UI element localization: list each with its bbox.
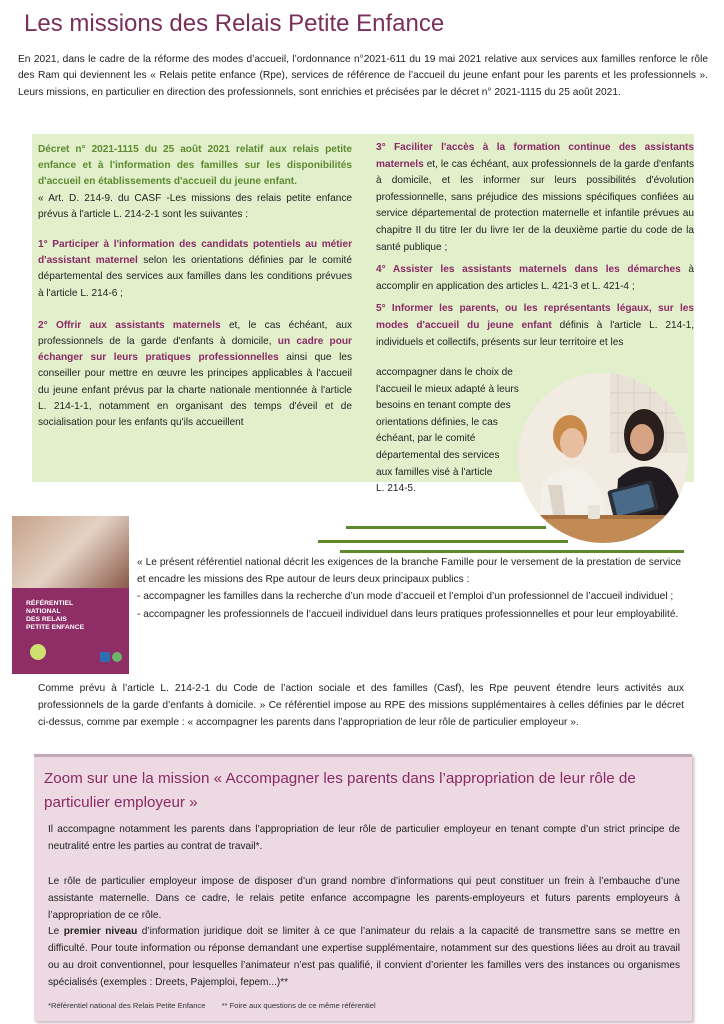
footnote-1: *Référentiel national des Relais Petite Enfance: [48, 1001, 206, 1010]
mission-1: 1° Participer à l'information des candidats potentiels au métier d'assistant maternel selon les orientations définies par le comité départemental des services aux familles dans les conditions prévues à l'article L. 214-6 ;: [38, 239, 352, 299]
decree-title: Décret n° 2021-1115 du 25 août 2021 relatif aux relais petite enfance et à l'information des familles sur les disponibilités d'accueil en établissements d'accueil du jeune enfant. « Art. D. 214-9. du CASF -Les missions des relais petite enfance prévus à l'article L. 214-2-1 sont les suivantes :: [38, 144, 352, 220]
partner-logo-icon: [112, 652, 122, 662]
cover-title: RÉFÉRENTIEL NATIONAL DES RELAIS PETITE ENFANCE: [26, 600, 85, 631]
meeting-illustration: [518, 373, 688, 543]
footnote-2: ** Foire aux questions de ce même référentiel: [221, 1001, 376, 1010]
zoom-box: [34, 754, 692, 1021]
mission-2: 2° Offrir aux assistants maternels et, le cas échéant, aux professionnels de la garde d'enfants à domicile, un cadre pour échanger sur leurs pratiques professionnelles ainsi que les conseiller pour mettre en œuvre les principes applicables à l'accueil du jeune enfant prévus par la charte nationale mentionnée à l'article L. 214-1-1, notamment en organisant des temps d'éveil et de socialisation pour les enfants qu'ils accueillent: [38, 319, 353, 429]
mission-5: 5° Informer les parents, ou les représentants légaux, sur les modes d'accueil du jeune enfant définis à l'article L. 214-1, individuels et collectifs, présents sur leur territoire et les: [376, 303, 694, 348]
decree-intro: « Art. D. 214-9. du CASF -Les missions des relais petite enfance prévus à l'article L. 214-2-1 sont les suivantes :: [38, 192, 352, 220]
decree-right-column: [376, 140, 694, 351]
zoom-paragraph-3: Le premier niveau d’information juridique doit se limiter à ce que l’animateur du relais a la capacité de transmettre sans se mettre en difficulté. Pour toute information ou réponse demandant une expertise supplémentaire, notamment sur des questions liées au droit au travail ou au droit conventionnel, pour lesquelles l’animateur n’est pas qualifié, il convient d’orienter les familles vers des instances ou organismes spécialisés (exemples : Dreets, Pajemploi, fepem...)**: [48, 926, 680, 988]
zoom-paragraph-2: Le rôle de particulier employeur impose de disposer d’un grand nombre d’informations qui peut constituer un frein à l’embauche d’une assistante maternelle. Dans ce cadre, le relais petite enfance accompagne les parents-employeurs et futurs parents employeurs à l’appropriation de ce rôle.: [48, 876, 680, 921]
divider-line: [318, 540, 568, 543]
zoom-paragraph-1: Il accompagne notamment les parents dans l’appropriation de leur rôle de particulier employeur en tenant compte d’un strict principe de neutralité entre les parties au contrat de travail*.: [48, 824, 680, 852]
referentiel-quote: « Le présent référentiel national décrit les exigences de la branche Famille pour le versement de la prestation de service et encadre les missions des Rpe autour de leurs deux principaux publics : - accompagner les familles dans la recherche d’un mode d’accueil et l’emploi d’un professionnel de l’accueil individuel ; - accompagner les professionnels de l’accueil individuel dans leurs pratiques professionnelles et pour leur employabilité.: [137, 557, 681, 620]
divider-line: [340, 550, 684, 553]
casf-paragraph: Comme prévu à l’article L. 214-2-1 du Code de l’action sociale et des familles (Casf), les Rpe peuvent étendre leurs activités aux professionnels de la garde d’enfants à domicile. » Ce référentiel impose au RPE des missions supplémentaires à celles définies par le décret ci-dessus, comme par exemple : « accompagner les parents dans l’appropriation de leur rôle de particulier employeur ».: [38, 683, 684, 729]
mission-3: 3° Faciliter l'accès à la formation continue des assistants maternels et, le cas échéant, aux professionnels de la garde d'enfants à domicile, et les informer sur leurs possibilités d'évolution professionnelle, sans préjudice des missions spécifiques confiées au service départemental de protection maternelle et infantile prévues au chapitre II du titre Ier du livre Ier de la deuxième partie du code de la santé publique ;: [376, 142, 694, 253]
meeting-photo: [518, 373, 688, 543]
intro-paragraph: En 2021, dans le cadre de la réforme des modes d’accueil, l’ordonnance n°2021-611 du 19 mai 2021 relative aux services aux familles renforce le rôle des Ram qui deviennent les « Relais petite enfance (Rpe), services de référence de l’accueil du jeune enfant pour les parents et les professionnels ». Leurs missions, en particulier en direction des professionnels, sont enrichies et précisées par le décret n° 2021-1115 du 25 août 2021.: [18, 54, 708, 98]
cover-badge-icon: [30, 644, 46, 660]
mission-4: 4° Assister les assistants maternels dans les démarches à accomplir en application des articles L. 421-3 et L. 421-4 ;: [376, 264, 695, 292]
zoom-title: Zoom sur une la mission « Accompagner les parents dans l’appropriation de leur rôle de particulier employeur »: [44, 770, 636, 811]
page-title: Les missions des Relais Petite Enfance: [24, 10, 445, 37]
divider-line: [346, 526, 546, 529]
mission-5-wrap: accompagner dans le choix de l'accueil le mieux adapté à leurs besoins en tenant compte des orientations définies, le cas échéant, par le comité départemental des services aux familles visé à l'article L. 214-5.: [376, 367, 519, 495]
decree-left-column: [38, 142, 352, 431]
referentiel-cover: [12, 516, 129, 674]
zoom-footnotes: [48, 1001, 390, 1010]
caf-logo-icon: [100, 652, 110, 662]
cover-photo: [12, 516, 129, 588]
